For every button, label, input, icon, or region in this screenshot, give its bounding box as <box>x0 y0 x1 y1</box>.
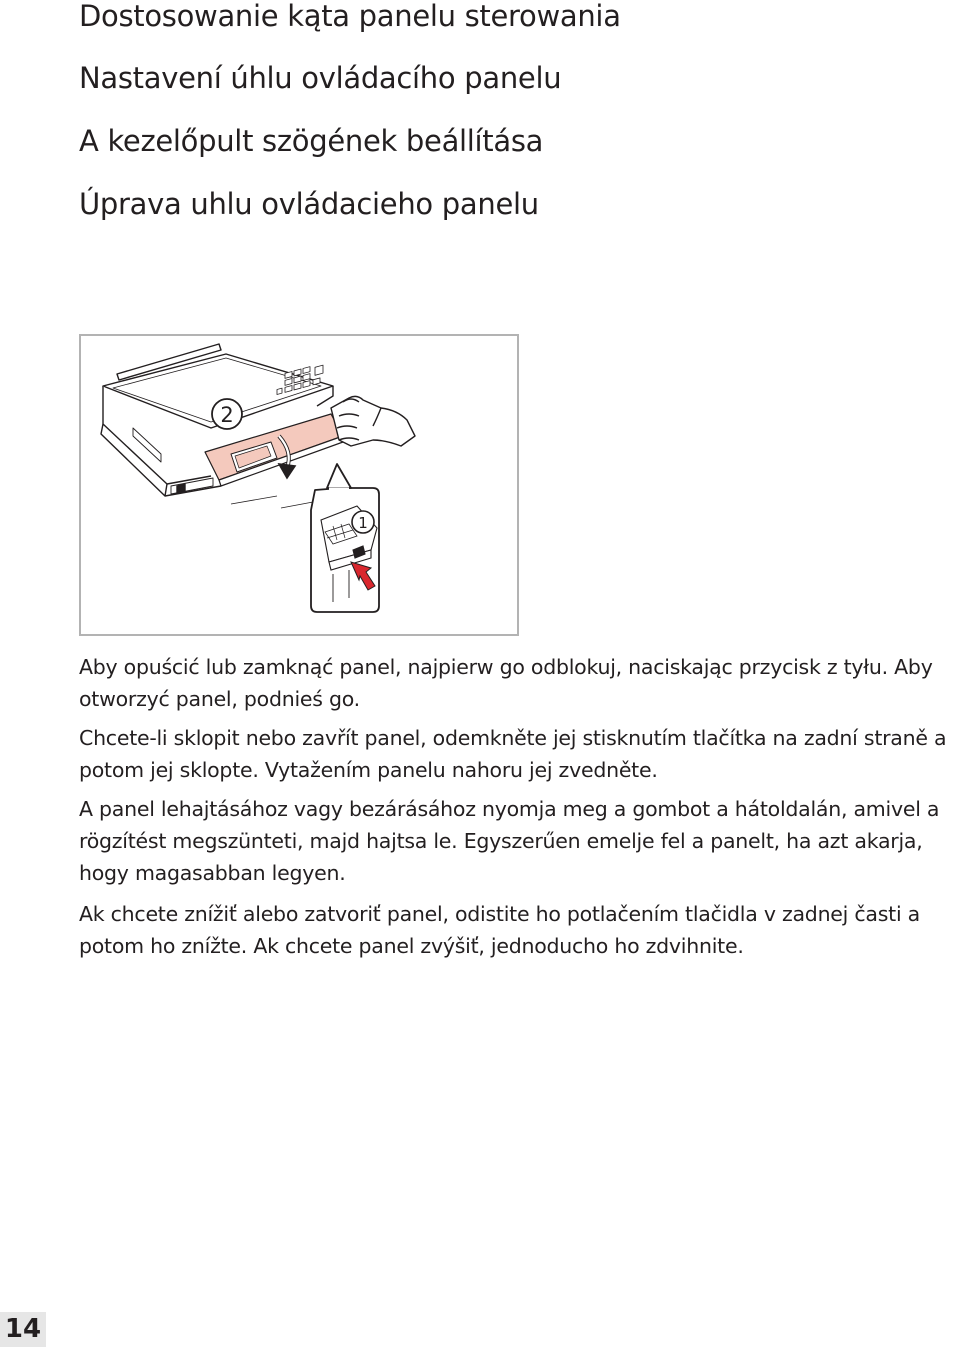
page-number: 14 <box>0 1312 46 1347</box>
step-1-label <box>352 511 374 533</box>
printer-illustration <box>81 336 517 634</box>
heading-hungarian: A kezelőpult szögének beállítása <box>79 124 544 158</box>
hand-icon <box>331 396 415 446</box>
step-2-label <box>212 399 242 429</box>
paragraph-slovak: Ak chcete znížiť alebo zatvoriť panel, odistite ho potlačením tlačidla v zadnej časti a potom ho znížte. Ak chcete panel zvýšiť, jednoducho ho zdvihnite. <box>79 902 920 958</box>
heading-polish: Dostosowanie kąta panelu sterowania <box>79 0 621 33</box>
svg-text:1: 1 <box>358 514 368 532</box>
paragraph-hungarian: A panel lehajtásához vagy bezárásához nyomja meg a gombot a hátoldalán, amivel a rögzítést megszünteti, majd hajtsa le. Egyszerűen emelje fel a panelt, ha azt akarja, hogy magasabban legyen. <box>79 797 940 885</box>
heading-slovak: Úprava uhlu ovládacieho panelu <box>79 187 539 221</box>
heading-czech: Nastavení úhlu ovládacího panelu <box>79 61 562 95</box>
printer-panel-figure <box>79 334 519 636</box>
paragraph-polish: Aby opuścić lub zamknąć panel, najpierw go odblokuj, naciskając przycisk z tyłu. Aby otworzyć panel, podnieś go. <box>79 655 933 711</box>
svg-text:2: 2 <box>220 403 234 427</box>
paragraph-czech: Chcete-li sklopit nebo zavřít panel, odemkněte jej stisknutím tlačítka na zadní straně a potom jej sklopte. Vytažením panelu nahoru jej zvedněte. <box>79 726 947 782</box>
